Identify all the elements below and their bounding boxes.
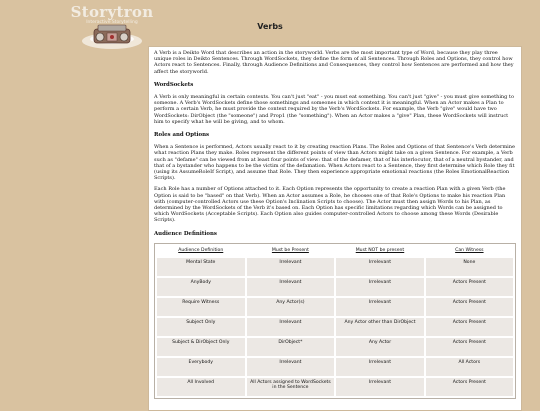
column-header: Must be Present (247, 246, 335, 256)
table-cell: Any Actor(s) (247, 298, 335, 316)
table-row (157, 318, 513, 336)
table-row (157, 378, 513, 396)
wordsockets-heading: WordSockets (154, 81, 194, 88)
table-cell: Irrelevant (336, 278, 423, 296)
table-header-row (157, 246, 513, 256)
roles-paragraph-2: Each Role has a number of Options attached to it. Each Option represents the opportunity to create a reaction Plan with a given Verb (the Option is said to be "based" on that Verb). When an Actor assumes a Role, he chooses one of that Role's Options to make his reaction Plan with (computer-controlled Actors use these Option's Inclination Scripts to choose). The Actor must then assign Words to his Plan, as determined by the WordSockets of the Verb it's based on. Each Option has specific limitations regarding which Words can be assigned to which WordSockets (Acceptable Scripts). Each Option also guides computer-controlled Actors to choose among these Words (Desirable Scripts). (154, 186, 506, 224)
table-cell: Irrelevant (336, 298, 423, 316)
table-cell: Any Actor (336, 338, 423, 356)
table-cell: Irrelevant (247, 318, 335, 336)
table-cell: AnyBody (157, 278, 245, 296)
table-cell: All Involved (157, 378, 245, 396)
table-cell: Subject & DirObject Only (157, 338, 245, 356)
table-cell: Irrelevant (336, 378, 423, 396)
table-cell: Mental State (157, 258, 245, 276)
column-header: Can Witness (426, 246, 513, 256)
page-title: Verbs (257, 22, 283, 31)
table-cell: Irrelevant (247, 258, 335, 276)
intro-paragraph: A Verb is a Deikto Word that describes an action in the storyworld. Verbs are the most important type of Word, because they play three unique roles in Deikto Sentences. Through WordSockets, they define the form of all Sentences. Through Roles and Options, they control how Actors react to Sentences. Finally, through Audience Definitions and Consequences, they control how Sentences are performed and how they affect the storyworld. (154, 50, 514, 75)
main-content (148, 46, 522, 411)
table-cell: All Actors (426, 358, 513, 376)
table-cell: Irrelevant (336, 258, 423, 276)
column-header: Must NOT be present (336, 246, 423, 256)
table-cell: Actors Present (426, 298, 513, 316)
wordsockets-paragraph: A Verb is only meaningful in certain contexts. You can't just "eat" - you must eat something. You can't just "give" - you must give something to someone. A Verb's WordSockets define those somethings and someones in which context it is meaningful. When an Actor makes a Plan to perform a certain Verb, he must provide the context required by the Verb's WordSockets. For example, the Verb "give" would have two WordSockets: DirObject (the "someone") and Prop1 (the "something"). When an Actor makes a "give" Plan, these WordSockets will instruct him to specify what he will be giving, and to whom. (154, 94, 514, 125)
table-cell: Actors Present (426, 318, 513, 336)
column-header: Audience Definition (157, 246, 245, 256)
table-cell: Require Witness (157, 298, 245, 316)
logo-title: Storytron (70, 3, 154, 21)
table-cell: Any Actor other than DirObject (336, 318, 423, 336)
table-row (157, 258, 513, 276)
table-cell: Irrelevant (336, 358, 423, 376)
table-row (157, 338, 513, 356)
table-cell: Irrelevant (247, 278, 335, 296)
table-cell: Irrelevant (247, 358, 335, 376)
table-row (157, 278, 513, 296)
table-cell: Actors Present (426, 378, 513, 396)
table-cell: DirObject* (247, 338, 335, 356)
table-cell: None (426, 258, 513, 276)
table-cell: All Actors assigned to WordSockets in the Sentence (247, 378, 335, 396)
table-row (157, 298, 513, 316)
table-cell: Actors Present (426, 278, 513, 296)
audience-heading: Audience Definitions (154, 230, 217, 237)
roles-paragraph-1: When a Sentence is performed, Actors usually react to it by creating reaction Plans. The Roles and Options of that Sentence's Verb determine what reaction Plans they make. Roles represent the different points of view than Actors might take on a given Sentence. For example, a Verb such as "defame" can be viewed from at least four points of view: that of the defamer, that of his interlocutor, that of a neutral bystander, and that of a bystander who happens to be the victim of the defamation. When Actors react to a Sentence, they first determine which Role they fit (using its AssumeRoleIf Script), and assume that Role. They then experience appropriate emotional reactions (the Roles EmotionalReaction Scripts). (154, 144, 515, 182)
table-row (157, 358, 513, 376)
table-cell: Actors Present (426, 338, 513, 356)
audience-table (154, 243, 516, 399)
table-cell: Subject Only (157, 318, 245, 336)
roles-heading: Roles and Options (154, 132, 210, 139)
table-cell: Everybody (157, 358, 245, 376)
logo-subtitle: Interactive Storytelling (86, 20, 138, 25)
